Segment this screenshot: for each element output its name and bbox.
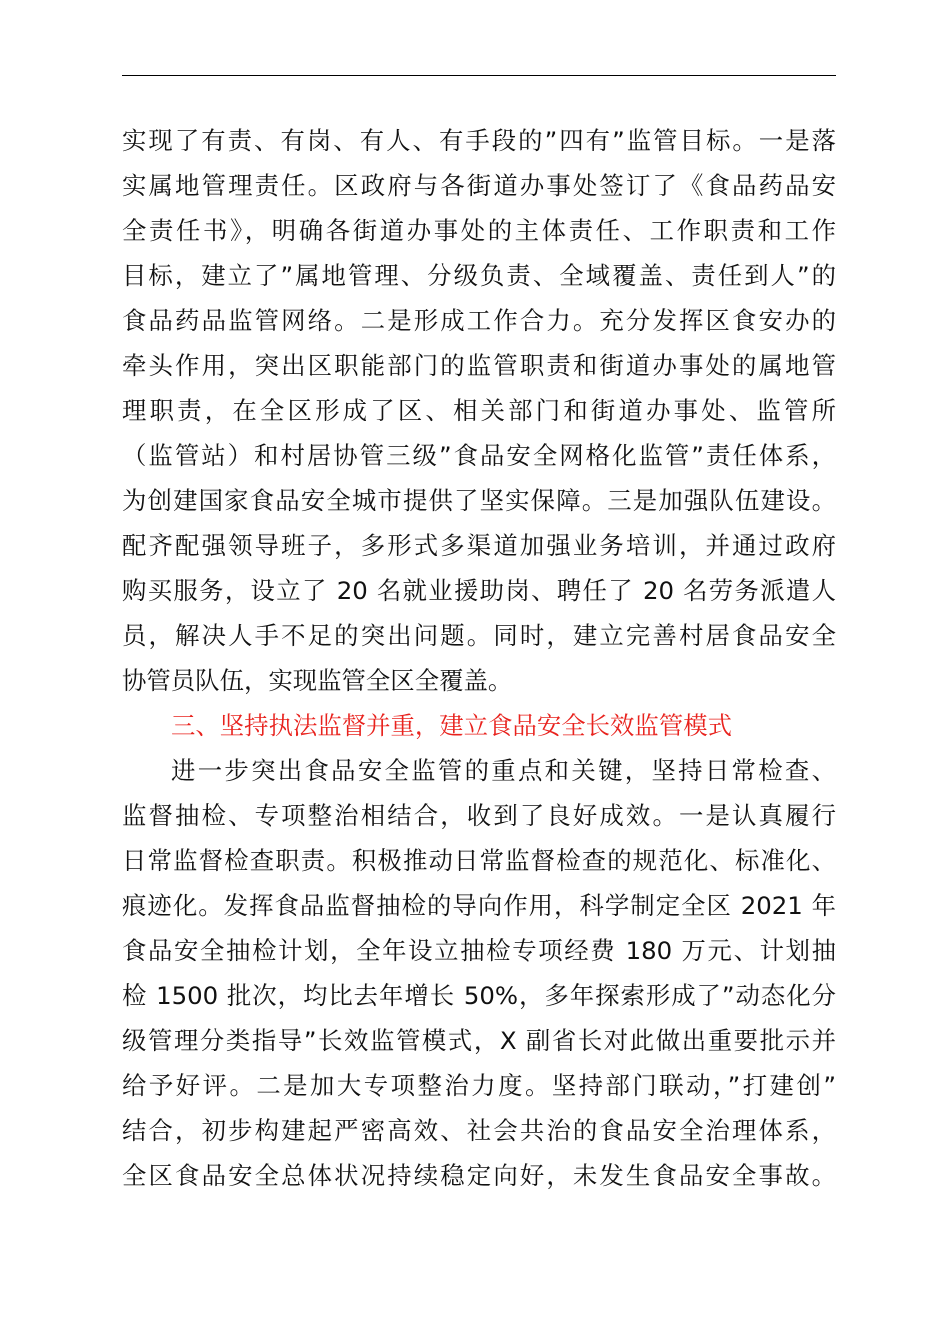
text-line: 级管理分类指导”长效监管模式，X 副省长对此做出重要批示并 — [122, 1026, 836, 1055]
text-line: 日常监督检查职责。积极推动日常监督检查的规范化、标准化、 — [122, 846, 836, 875]
text-line: 监督抽检、专项整治相结合，收到了良好成效。一是认真履行 — [122, 801, 836, 830]
text-line: 理职责，在全区形成了区、相关部门和街道办事处、监管所 — [122, 396, 836, 425]
text-line: 实现了有责、有岗、有人、有手段的”四有”监管目标。一是落 — [122, 126, 836, 155]
text-line: 给予好评。二是加大专项整治力度。坚持部门联动，”打建创” — [122, 1071, 836, 1100]
text-line: 员，解决人手不足的突出问题。同时，建立完善村居食品安全 — [122, 621, 836, 650]
text-line: 检 1500 批次，均比去年增长 50%，多年探索形成了”动态化分 — [122, 981, 836, 1010]
header-rule — [122, 75, 836, 76]
text-line: 食品药品监管网络。二是形成工作合力。充分发挥区食安办的 — [122, 306, 836, 335]
text-line: 全责任书》，明确各街道办事处的主体责任、工作职责和工作 — [122, 216, 836, 245]
text-line: （监管站）和村居协管三级”食品安全网格化监管”责任体系， — [122, 441, 836, 470]
text-line: 痕迹化。发挥食品监督抽检的导向作用，科学制定全区 2021 年 — [122, 891, 836, 920]
text-line: 配齐配强领导班子，多形式多渠道加强业务培训，并通过政府 — [122, 531, 836, 560]
text-line: 全区食品安全总体状况持续稳定向好，未发生食品安全事故。 — [122, 1161, 836, 1190]
text-line: 为创建国家食品安全城市提供了坚实保障。三是加强队伍建设。 — [122, 486, 836, 515]
text-line: 协管员队伍，实现监管全区全覆盖。 — [122, 666, 513, 695]
text-line: 食品安全抽检计划，全年设立抽检专项经费 180 万元、计划抽 — [122, 936, 836, 965]
text-line: 购买服务，设立了 20 名就业援助岗、聘任了 20 名劳务派遣人 — [122, 576, 836, 605]
text-line: 进一步突出食品安全监管的重点和关键，坚持日常检查、 — [171, 756, 836, 785]
paragraph-1 — [122, 118, 836, 703]
paragraph-2 — [122, 748, 836, 1198]
text-line: 牵头作用，突出区职能部门的监管职责和街道办事处的属地管 — [122, 351, 836, 380]
text-line: 目标，建立了”属地管理、分级负责、全域覆盖、责任到人”的 — [122, 261, 836, 290]
document-body — [122, 118, 836, 1198]
section-heading: 三、坚持执法监督并重，建立食品安全长效监管模式 — [171, 711, 732, 740]
text-line: 结合，初步构建起严密高效、社会共治的食品安全治理体系， — [122, 1116, 836, 1145]
text-line: 实属地管理责任。区政府与各街道办事处签订了《食品药品安 — [122, 171, 836, 200]
